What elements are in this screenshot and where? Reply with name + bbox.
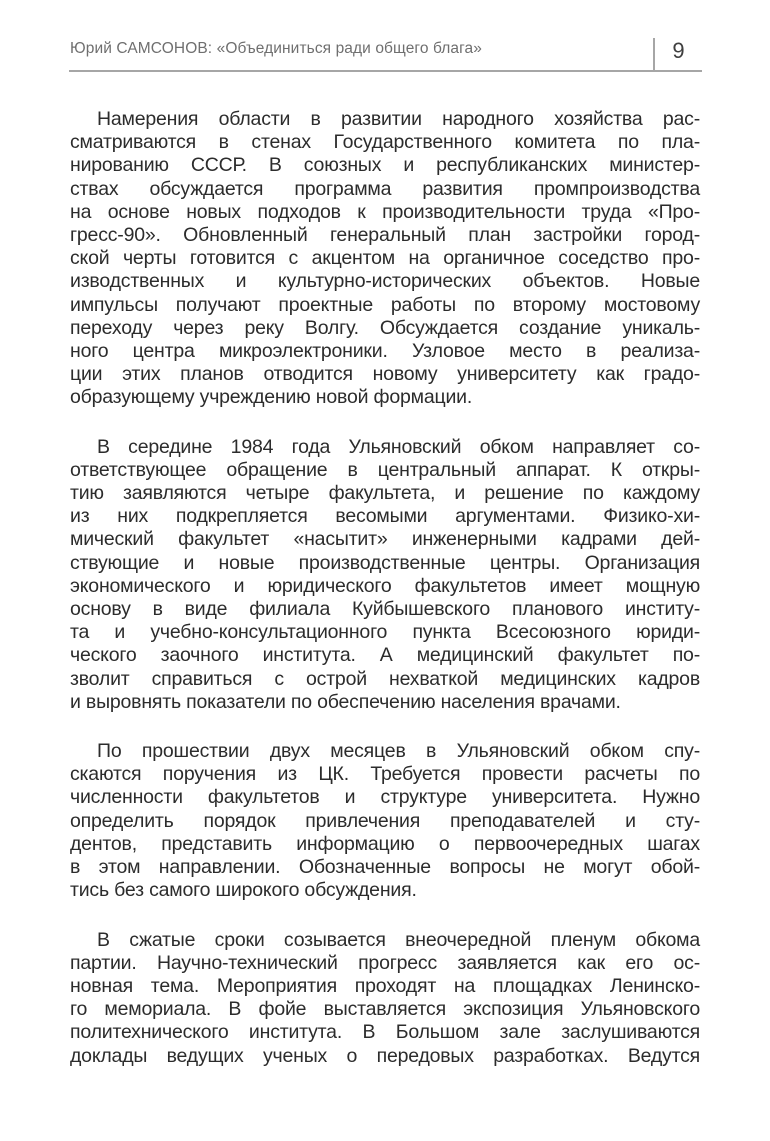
paragraph (70, 108, 700, 410)
text-line: ческого заочного института. А медицинский факультет по- (70, 644, 700, 667)
text-line: основу в виде филиала Куйбышевского планового институ- (70, 598, 700, 621)
text-line: зволит справиться с острой нехваткой медицинских кадров (70, 667, 700, 690)
text-line: сматриваются в стенах Государственного комитета по пла- (70, 131, 700, 154)
text-line: тись без самого широкого обсуждения. (70, 879, 417, 902)
text-line: скаются поручения из ЦК. Требуется провести расчеты по (70, 763, 700, 786)
text-line: изводственных и культурно-исторических объектов. Новые (70, 270, 700, 293)
text-line: численности факультетов и структуре университета. Нужно (70, 786, 700, 809)
text-line: гресс-90». Обновленный генеральный план застройки город- (70, 224, 700, 247)
text-line: го мемориала. В фойе выставляется экспозиция Ульяновского (70, 998, 700, 1021)
text-line: мический факультет «насытит» инженерными кадрами дей- (70, 528, 700, 551)
text-line: По прошествии двух месяцев в Ульяновский обком спу- (97, 740, 700, 763)
text-line: импульсы получают проектные работы по второму мостовому (70, 293, 700, 316)
text-line: дентов, представить информацию о первоочередных шагах (70, 832, 700, 855)
text-line: ции этих планов отводится новому университету как градо- (70, 363, 700, 386)
text-line: В сжатые сроки созывается внеочередной пленум обкома (97, 928, 700, 951)
text-line: ного центра микроэлектроники. Узловое место в реализа- (70, 340, 700, 363)
text-line: Намерения области в развитии народного хозяйства рас- (97, 108, 700, 130)
text-line: доклады ведущих ученых о передовых разработках. Ведутся (70, 1044, 700, 1067)
running-title: Юрий САМСОНОВ: «Объединиться ради общего блага» (70, 40, 482, 57)
page-body (70, 108, 700, 1068)
paragraph (70, 436, 700, 714)
text-line: ответствующее обращение в центральный аппарат. К откры- (70, 458, 700, 481)
text-line: ской черты готовится с акцентом на органичное соседство про- (70, 247, 700, 270)
paragraph (70, 740, 700, 902)
text-line: из них подкрепляется весомыми аргументами. Физико-хи- (70, 505, 700, 528)
text-line: на основе новых подходов к производительности труда «Про- (70, 200, 700, 223)
text-line: переходу через реку Волгу. Обсуждается создание уникаль- (70, 316, 700, 339)
header-rule (69, 70, 702, 72)
text-line: партии. Научно-технический прогресс заявляется как его ос- (70, 951, 700, 974)
text-line: в этом направлении. Обозначенные вопросы не могут обой- (70, 856, 700, 879)
text-line: экономического и юридического факультетов имеет мощную (70, 574, 700, 597)
text-line: нированию СССР. В союзных и республиканских министер- (70, 154, 700, 177)
text-line: ствующие и новые производственные центры. Организация (70, 551, 700, 574)
text-line: новная тема. Мероприятия проходят на площадках Ленинско- (70, 974, 700, 997)
text-line: и выровнять показатели по обеспечению населения врачами. (70, 690, 621, 713)
text-line: образующему учреждению новой формации. (70, 386, 473, 409)
text-line: политехнического института. В Большом зале заслушиваются (70, 1021, 700, 1044)
text-line: В середине 1984 года Ульяновский обком направляет со- (97, 435, 700, 458)
text-line: та и учебно-консультационного пункта Всесоюзного юриди- (70, 621, 700, 644)
page-number: 9 (672, 38, 685, 63)
text-line: тию заявляются четыре факультета, и решение по каждому (70, 482, 700, 505)
text-line: ствах обсуждается программа развития промпроизводства (70, 177, 700, 200)
text-line: определить порядок привлечения преподавателей и сту- (70, 809, 700, 832)
paragraph (70, 929, 700, 1068)
